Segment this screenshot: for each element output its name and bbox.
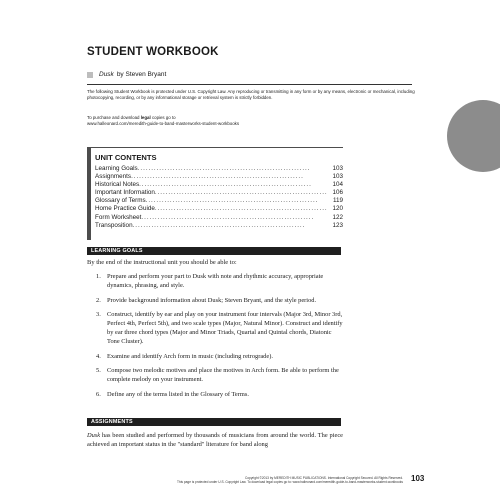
- toc-list: [95, 165, 343, 230]
- learning-goal-text: Prepare and perform your part to Dusk with note and rhythmic accuracy, appropriate dynamics, phrasing, and style.: [107, 273, 324, 289]
- learning-goal-item: [96, 367, 344, 385]
- purchase-info: [87, 115, 417, 128]
- purchase-suffix: copies go to: [150, 115, 176, 120]
- piece-composer: by Steven Bryant: [116, 71, 167, 78]
- header-divider: [87, 84, 412, 85]
- toc-item-label: Transposition: [95, 221, 133, 229]
- learning-goal-item: [96, 391, 344, 400]
- toc-item-page: 120: [332, 205, 343, 213]
- learning-goals-heading: LEARNING GOALS: [87, 247, 341, 255]
- learning-goal-text: Provide background information about Dusk; Steven Bryant, and the style period.: [107, 296, 317, 304]
- toc-item-page: 103: [332, 165, 343, 172]
- footer-copyright: Copyright ©2013 by MEREDITH MUSIC PUBLICATIONS. International Copyright Secured. All Rights Reserved.: [244, 476, 403, 480]
- toc-item-page: 119: [332, 197, 343, 205]
- toc-item[interactable]: [95, 222, 343, 230]
- toc-item[interactable]: [95, 173, 343, 181]
- learning-goal-item: [96, 311, 344, 346]
- purchase-url[interactable]: www.halleonard.com/meredith-guide-to-band-masterworks-student-workbooks: [87, 121, 240, 127]
- toc-item-page: 104: [332, 181, 343, 189]
- piece-title: Dusk: [99, 71, 114, 78]
- toc-leader-dots: [146, 197, 333, 205]
- toc-item-label: Learning Goals: [95, 165, 138, 172]
- toc-item-page: 122: [332, 213, 343, 221]
- learning-goal-text: Construct, identify by ear and play on your instrument four intervals (Major 3rd, Minor 3rd, Perfect 4th, Perfect 5th), and two scale types (Major, Natural Minor). Construct and identify by ear three chord types (Major and Minor Triads, Quartal and Quintal chords, Diatonic Tone Cluster).: [107, 311, 343, 345]
- learning-goal-number: 3.: [96, 311, 101, 319]
- unit-contents-title: UNIT CONTENTS: [95, 153, 157, 162]
- toc-item-label: Important Information: [95, 189, 155, 197]
- toc-leader-dots: [141, 214, 332, 222]
- toc-leader-dots: [139, 181, 332, 189]
- toc-leader-dots: [133, 222, 333, 230]
- learning-goal-text: Define any of the terms listed in the Glossary of Terms.: [107, 390, 249, 398]
- assignments-body: has been studied and performed by thousands of musicians from around the world. The piece achieved an important status in the "standard" literature for band along: [87, 432, 343, 448]
- toc-leader-dots: [155, 189, 333, 197]
- chapter-tab-marker: [447, 100, 500, 172]
- toc-leader-dots: [138, 165, 333, 173]
- toc-item[interactable]: [95, 197, 343, 205]
- toc-item-label: Assignments: [95, 173, 132, 181]
- learning-goal-number: 5.: [96, 367, 101, 375]
- learning-goal-item: [96, 353, 344, 362]
- purchase-prefix: To purchase and download: [87, 115, 141, 120]
- toc-leader-dots: [155, 205, 333, 213]
- square-bullet-icon: [87, 72, 93, 78]
- learning-goals-intro: By the end of the instructional unit you should be able to:: [87, 259, 237, 266]
- purchase-bold: legal: [140, 115, 151, 120]
- toc-item[interactable]: [95, 205, 343, 213]
- toc-item-label: Historical Notes: [95, 181, 140, 189]
- assignments-text: [87, 432, 343, 450]
- toc-item-page: 103: [332, 173, 343, 181]
- toc-item[interactable]: [95, 181, 343, 189]
- assignments-piece-title: Dusk: [87, 432, 101, 439]
- assignments-heading: ASSIGNMENTS: [87, 418, 341, 426]
- learning-goal-text: Compose two melodic motives and place the motives in Arch form. Be able to perform the complete melody on your instrument.: [107, 367, 339, 384]
- learning-goal-text: Examine and identify Arch form in music (including retrograde).: [107, 352, 273, 360]
- learning-goal-number: 2.: [96, 296, 101, 304]
- learning-goal-number: 1.: [96, 273, 101, 280]
- toc-item[interactable]: [95, 165, 343, 173]
- page-title: STUDENT WORKBOOK: [87, 46, 219, 58]
- learning-goal-item: [96, 297, 344, 306]
- toc-item-label: Home Practice Guide: [95, 205, 155, 213]
- toc-item-label: Form Worksheet: [95, 213, 142, 221]
- toc-item-page: 123: [332, 221, 343, 229]
- learning-goal-item: [96, 273, 344, 291]
- unit-contents-box: [87, 147, 343, 240]
- page-footer: [140, 476, 403, 485]
- page-number: 103: [411, 474, 425, 483]
- learning-goals-list: [96, 273, 344, 406]
- footer-download-note: This page is protected under U.S. Copyright Law. To download legal copies go to: www.halleonard.com/meredith-guide-to-band-masterworks-student-workbooks: [176, 480, 403, 485]
- toc-item[interactable]: [95, 189, 343, 197]
- toc-item-page: 106: [332, 189, 343, 197]
- piece-subtitle: [87, 71, 166, 78]
- copyright-notice: The following Student Workbook is protected under U.S. Copyright Law. Any reproducing or transmitting in any form or by any means, electronic or mechanical, including photocopying, recording, or by any informational storage or retrieval system is strictly forbidden.: [87, 89, 415, 101]
- learning-goal-number: 4.: [96, 352, 101, 360]
- toc-item-label: Glossary of Terms: [95, 197, 146, 205]
- toc-item[interactable]: [95, 214, 343, 222]
- toc-leader-dots: [131, 173, 332, 181]
- learning-goal-number: 6.: [96, 390, 101, 398]
